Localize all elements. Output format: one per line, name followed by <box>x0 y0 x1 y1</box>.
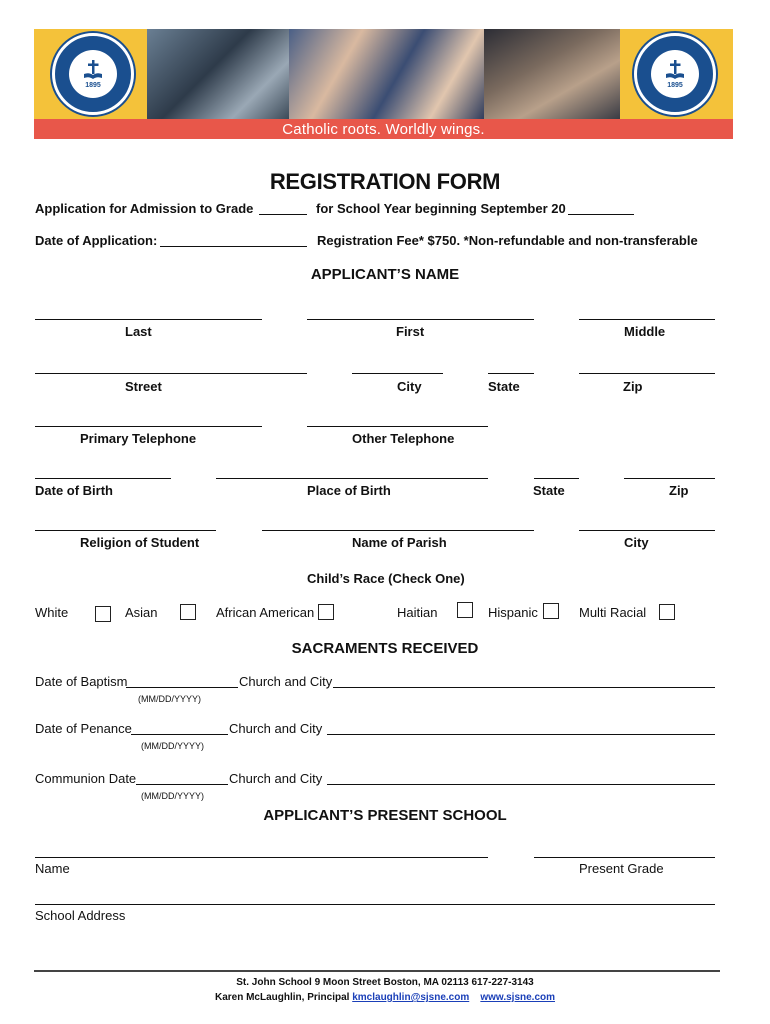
parish-city-field[interactable] <box>579 530 715 531</box>
city-field[interactable] <box>352 373 443 374</box>
birth-zip-field[interactable] <box>624 478 715 479</box>
parish-city-label: City <box>624 535 649 550</box>
first-label: First <box>396 324 425 339</box>
present-school-name-label: Name <box>35 861 70 876</box>
race-haitian-checkbox[interactable] <box>457 602 473 618</box>
last-name-field[interactable] <box>35 319 262 320</box>
middle-name-field[interactable] <box>579 319 715 320</box>
present-school-name-field[interactable] <box>35 857 488 858</box>
footer-principal: Karen McLaughlin, Principal <box>214 992 350 1003</box>
tagline-strip <box>34 119 733 139</box>
other-telephone-label: Other Telephone <box>352 431 455 446</box>
middle-label: Middle <box>624 324 666 339</box>
state-label: State <box>488 379 520 394</box>
penance-date-format: (MM/DD/YYYY) <box>141 741 204 751</box>
footer-divider <box>34 970 720 972</box>
banner-photos <box>147 29 620 119</box>
birth-state-field[interactable] <box>534 478 579 479</box>
baptism-date-field[interactable] <box>126 687 238 688</box>
seal-center <box>651 50 699 98</box>
present-grade-field[interactable] <box>534 857 715 858</box>
parish-label: Name of Parish <box>352 535 447 550</box>
cross-book-icon <box>664 59 686 81</box>
religion-label: Religion of Student <box>80 535 200 550</box>
classroom-photo <box>147 29 289 119</box>
parish-field[interactable] <box>262 530 534 531</box>
seal-year: 1895 <box>667 82 683 89</box>
place-of-birth-field[interactable] <box>216 478 488 479</box>
baptism-church-field[interactable] <box>333 687 715 688</box>
sacraments-heading: SACRAMENTS RECEIVED <box>291 640 479 657</box>
communion-date-field[interactable] <box>136 784 228 785</box>
race-option-haitian-label: Haitian <box>397 605 438 620</box>
race-option-asian-label: Asian <box>125 605 158 620</box>
birth-state-label: State <box>533 483 565 498</box>
race-asian-checkbox[interactable] <box>180 604 196 620</box>
race-hispanic-checkbox[interactable] <box>543 603 559 619</box>
race-african-american-checkbox[interactable] <box>318 604 334 620</box>
penance-date-label: Date of Penance <box>35 721 132 736</box>
race-multi-racial-checkbox[interactable] <box>659 604 675 620</box>
date-of-application-label: Date of Application: <box>35 233 158 248</box>
baptism-date-format: (MM/DD/YYYY) <box>138 694 201 704</box>
principal-email-link[interactable]: kmclaughlin@sjsne.com <box>352 992 470 1003</box>
school-year-field[interactable] <box>568 214 634 215</box>
penance-church-label: Church and City <box>229 721 323 736</box>
seal-center <box>69 50 117 98</box>
date-of-birth-field[interactable] <box>35 478 171 479</box>
admission-grade-field[interactable] <box>259 214 307 215</box>
communion-date-format: (MM/DD/YYYY) <box>141 791 204 801</box>
place-of-birth-label: Place of Birth <box>307 483 391 498</box>
students-photo <box>289 29 484 119</box>
zip-label: Zip <box>623 379 643 394</box>
penance-church-field[interactable] <box>327 734 715 735</box>
primary-telephone-field[interactable] <box>35 426 262 427</box>
school-year-label: for School Year beginning September 20 <box>316 201 566 216</box>
race-heading: Child’s Race (Check One) <box>307 571 465 586</box>
school-address-field[interactable] <box>35 904 715 905</box>
last-label: Last <box>125 324 152 339</box>
cross-book-icon <box>82 59 104 81</box>
primary-telephone-label: Primary Telephone <box>80 431 197 446</box>
street-field[interactable] <box>35 373 307 374</box>
communion-date-label: Communion Date <box>35 771 137 786</box>
website-link[interactable]: www.sjsne.com <box>480 992 556 1003</box>
first-name-field[interactable] <box>307 319 534 320</box>
communion-church-label: Church and City <box>229 771 323 786</box>
footer-contact <box>0 992 770 1003</box>
city-label: City <box>397 379 422 394</box>
school-address-label: School Address <box>35 908 126 923</box>
seal-year: 1895 <box>85 82 101 89</box>
school-seal-left <box>52 33 134 115</box>
lab-photo <box>484 29 620 119</box>
penance-date-field[interactable] <box>131 734 228 735</box>
applicant-name-heading: APPLICANT’S NAME <box>310 266 460 283</box>
header-banner <box>34 29 733 139</box>
admission-grade-label: Application for Admission to Grade <box>35 201 254 216</box>
race-option-multi-racial-label: Multi Racial <box>579 605 647 620</box>
school-seal-right <box>634 33 716 115</box>
religion-field[interactable] <box>35 530 216 531</box>
street-label: Street <box>125 379 162 394</box>
footer-address: St. John School 9 Moon Street Boston, MA 02113 617-227-3143 <box>236 977 534 988</box>
fee-text: Registration Fee* $750. *Non-refundable and non-transferable <box>317 233 698 248</box>
date-of-application-field[interactable] <box>160 246 307 247</box>
date-of-birth-label: Date of Birth <box>35 483 113 498</box>
present-school-heading: APPLICANT’S PRESENT SCHOOL <box>263 807 507 824</box>
state-field[interactable] <box>488 373 534 374</box>
form-title: REGISTRATION FORM <box>269 169 501 194</box>
baptism-date-label: Date of Baptism <box>35 674 128 689</box>
birth-zip-label: Zip <box>669 483 689 498</box>
tagline: Catholic roots. Worldly wings. <box>282 120 485 138</box>
race-white-checkbox[interactable] <box>95 606 111 622</box>
communion-church-field[interactable] <box>327 784 715 785</box>
race-option-white-label: White <box>35 605 69 620</box>
present-grade-label: Present Grade <box>579 861 664 876</box>
race-option-african-american-label: African American <box>216 605 315 620</box>
race-option-hispanic-label: Hispanic <box>488 605 538 620</box>
other-telephone-field[interactable] <box>307 426 488 427</box>
zip-field[interactable] <box>579 373 715 374</box>
baptism-church-label: Church and City <box>239 674 333 689</box>
